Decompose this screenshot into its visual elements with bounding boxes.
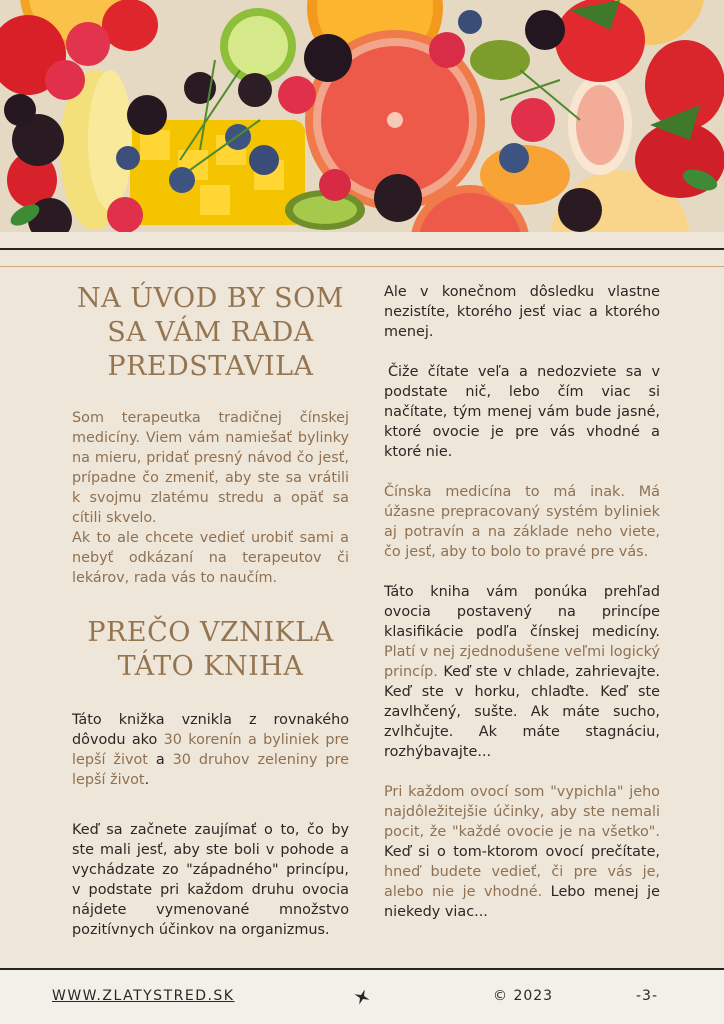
right-paragraph-4 (384, 582, 660, 762)
top-divider (0, 248, 724, 250)
top-divider-thin (0, 266, 724, 267)
right-paragraph-4-rest: Keď ste v chlade, zahrievajte. Keď ste v horku, chlaďte. Keď ste zavlhčený, sušte. Ak máte sucho, zvlhčujte. Ak máte stagnáciu, rozhýbavajte... (384, 664, 660, 760)
footer (0, 970, 724, 1024)
right-column (384, 282, 660, 922)
book-paragraph-1-and: a (147, 752, 173, 768)
intro-paragraph: Som terapeutka tradičnej čínskej medicíny. Viem vám namiešať bylinky na mieru, pridať presný návod čo jesť, prípadne čo zmeniť, aby ste sa vrátili k svojmu zlatému stredu a opäť sa cítili skvelo. (72, 410, 349, 526)
left-column (72, 282, 349, 940)
book-paragraph-2: Keď sa začnete zaujímať o to, čo by ste mali jesť, aby ste boli v pohode a vychádzate zo "západného" princípu, v podstate pri každom druhu ovocia nájdete vymenované množstvo pozitívnych účinkov na organizmus. (72, 822, 349, 938)
right-paragraph-5-end: Lebo menej je niekedy viac... (384, 884, 660, 920)
right-paragraph-3: Čínska medicína to má inak. Má úžasne prepracovaný systém byliniek aj potravín a na základe neho viete, čo jesť, aby to bolo to pravé pre vás. (384, 484, 660, 560)
right-paragraph-5 (384, 782, 660, 922)
book-heading: PREČO VZNIKLA TÁTO KNIHA (87, 617, 334, 682)
right-paragraph-5-highlight-2: hneď budete vedieť, či pre vás je, alebo nie je vhodné. (384, 864, 660, 900)
right-paragraph-5-text: Keď si o tom-ktorom ovocí prečítate, (384, 844, 660, 860)
right-paragraph-4-text: Táto kniha vám ponúka prehľad ovocia postavený na princípe klasifikácie podľa čínskej medicíny. (384, 584, 660, 640)
right-paragraph-5-highlight: Pri každom ovocí som "vypichla" jeho najdôležitejšie účinky, aby ste nemali pocit, že "každé ovocie je na všetko". (384, 784, 660, 840)
intro-paragraph-2: Ak to ale chcete vedieť urobiť sami a nebyť odkázaní na terapeutov či lekárov, rada vás to naučím. (72, 530, 349, 586)
link-spices-book[interactable]: 30 korenín a byliniek pre lepší život (72, 732, 349, 768)
link-vegetables-book[interactable]: 30 druhov zeleniny pre lepší život (72, 752, 349, 788)
sparkle-icon (354, 989, 370, 1009)
website-link[interactable]: WWW.ZLATYSTRED.SK (52, 988, 235, 1004)
right-paragraph-1: Ale v konečnom dôsledku vlastne nezistíte, ktorého jesť viac a ktorého menej. (384, 284, 660, 340)
book-paragraph-1 (72, 710, 349, 790)
right-paragraph-2: Čiže čítate veľa a nedozviete sa v podstate nič, lebo čím viac si načítate, tým menej vám bude jasné, ktoré ovocie je pre vás vhodné a ktoré nie. (384, 364, 660, 460)
hero-image (0, 0, 724, 232)
right-paragraph-4-highlight: Platí v nej zjednodušene veľmi logický princíp. (384, 644, 660, 680)
intro-heading: NA ÚVOD BY SOM SA VÁM RADA PREDSTAVILA (77, 283, 344, 382)
copyright: © 2023 (493, 988, 554, 1004)
book-paragraph-1-end: . (144, 772, 150, 788)
fruit-platter-illustration (0, 0, 724, 232)
book-paragraph-1-text: Táto knižka vznikla z rovnakého dôvodu ako (72, 712, 349, 748)
page-number: -3- (636, 988, 659, 1004)
